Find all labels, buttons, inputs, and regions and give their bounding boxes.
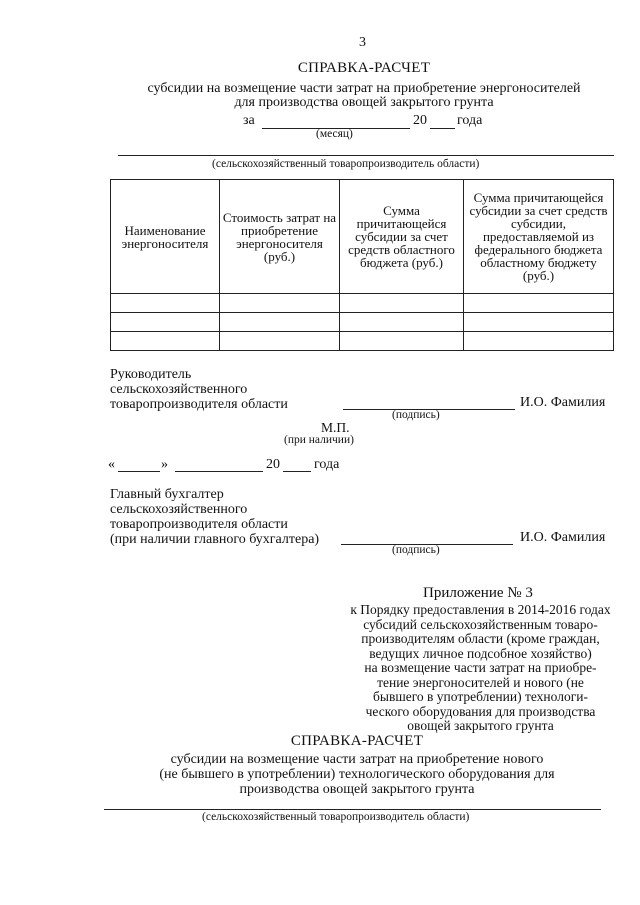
date-open-quote: « — [108, 457, 115, 472]
header-regional-subsidy: Сумма причитающейся субсидии за счет средств областного бюджета (руб.) — [340, 180, 464, 294]
table-cell[interactable] — [464, 313, 614, 332]
accountant-name: И.О. Фамилия — [520, 530, 606, 545]
header-federal-subsidy: Сумма причитающейся субсидии за счет средств субсидии, предоставляемой из федерального бюджета областному бюджету (руб.) — [464, 180, 614, 294]
table-cell[interactable] — [340, 332, 464, 351]
head-signature-hint: (подпись) — [392, 409, 440, 421]
form1-subtitle-line2: для производства овощей закрытого грунта — [234, 95, 494, 110]
date-close-quote: » — [161, 457, 168, 472]
date-year: 20 — [266, 457, 280, 472]
appendix-line: субсидий сельскохозяйственным товаро- — [363, 616, 598, 632]
date-day-field[interactable] — [118, 471, 160, 472]
accountant-line2: сельскохозяйственного — [110, 502, 248, 517]
header-cost: Стоимость затрат на приобретение энергоносителя (руб.) — [220, 180, 340, 294]
accountant-line3: товаропроизводителя области — [110, 517, 288, 532]
table-cell[interactable] — [340, 294, 464, 313]
appendix-line: овощей закрытого грунта — [407, 718, 554, 733]
year-field[interactable] — [430, 128, 455, 129]
period-suffix: года — [457, 113, 483, 128]
appendix-title: Приложение № 3 — [423, 585, 533, 601]
table-row — [111, 313, 614, 332]
appendix-text — [338, 603, 623, 734]
table-cell[interactable] — [111, 294, 220, 313]
head-name: И.О. Фамилия — [520, 395, 606, 410]
table-header-row — [111, 180, 614, 294]
head-label-line2: сельскохозяйственного — [110, 382, 248, 397]
form2-subtitle-line2: (не бывшего в употреблении) технологического оборудования для — [159, 767, 555, 782]
appendix-line: бывшего в употреблении) технологи- — [373, 689, 588, 704]
form2-subtitle-line1: субсидии на возмещение части затрат на приобретение нового — [170, 752, 544, 767]
date-suffix: года — [314, 457, 340, 472]
producer-hint: (сельскохозяйственный товаропроизводитель области) — [212, 158, 480, 170]
appendix-line: ведущих личное подсобное хозяйство) — [369, 645, 592, 661]
table-row — [111, 332, 614, 351]
producer-field[interactable] — [118, 155, 614, 156]
form2-subtitle — [0, 752, 640, 797]
appendix-line: ческого оборудования для производства — [365, 703, 596, 719]
appendix-line: к Порядку предоставления в 2014-2016 годах — [350, 602, 611, 617]
header-energy-name: Наименование энергоносителя — [111, 180, 220, 294]
form1-subtitle-line1: субсидии на возмещение части затрат на приобретение энергоносителей — [147, 81, 581, 96]
stamp-label: М.П. — [321, 420, 350, 435]
head-label-line1: Руководитель — [110, 367, 192, 382]
period-prefix: за — [243, 113, 255, 128]
accountant-line1: Главный бухгалтер — [110, 487, 224, 502]
table-cell[interactable] — [464, 332, 614, 351]
accountant-line4: (при наличии главного бухгалтера) — [110, 532, 320, 547]
table-cell[interactable] — [340, 313, 464, 332]
period-year: 20 — [413, 113, 427, 128]
stamp-hint: (при наличии) — [284, 434, 354, 446]
month-hint: (месяц) — [316, 128, 353, 140]
accountant-signature-hint: (подпись) — [392, 544, 440, 556]
table-cell[interactable] — [111, 332, 220, 351]
energy-subsidy-table — [110, 179, 614, 351]
page-number: 3 — [359, 35, 366, 50]
form1-title: СПРАВКА-РАСЧЕТ — [297, 60, 431, 76]
accountant-label — [110, 487, 319, 547]
table-cell[interactable] — [220, 294, 340, 313]
table-cell[interactable] — [220, 332, 340, 351]
appendix-line: тение энергоносителей и нового (не — [377, 674, 584, 690]
head-label — [110, 367, 288, 412]
appendix-line: производителям области (кроме граждан, — [361, 631, 600, 646]
form2-subtitle-line3: производства овощей закрытого грунта — [239, 782, 475, 797]
table-cell[interactable] — [220, 313, 340, 332]
table-cell[interactable] — [111, 313, 220, 332]
form2-title: СПРАВКА-РАСЧЕТ — [290, 733, 424, 749]
date-year-field[interactable] — [283, 471, 311, 472]
head-label-line3: товаропроизводителя области — [110, 397, 288, 412]
appendix-line: на возмещение части затрат на приобре- — [364, 660, 597, 675]
date-month-field[interactable] — [175, 471, 263, 472]
table-row — [111, 294, 614, 313]
table-cell[interactable] — [464, 294, 614, 313]
form2-producer-hint: (сельскохозяйственный товаропроизводитель области) — [202, 811, 470, 823]
form2-producer-field[interactable] — [104, 809, 601, 810]
